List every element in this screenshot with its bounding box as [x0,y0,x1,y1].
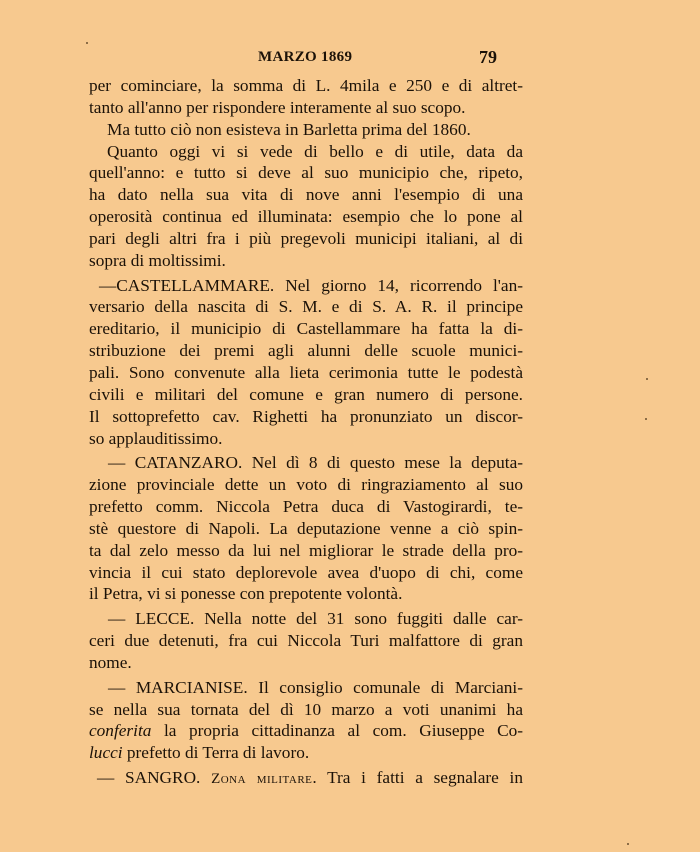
body-text [89,75,523,789]
text-line: ha dato nella sua vita di nove anni l'esempio di una [89,185,523,205]
text-line: — CATANZARO. Nel dì 8 di questo mese la deputa- [108,453,523,473]
text-line: prefetto comm. Niccola Petra duca di Vastogirardi, te- [89,497,523,517]
text-line: Ma tutto ciò non esisteva in Barletta prima del 1860. [107,119,471,139]
page-header [0,47,700,69]
text-line: stribuzione dei premi agli alunni delle scuole munici- [89,341,523,361]
running-head-date: MARZO 1869 [258,49,353,65]
text-line: pali. Sono convenute alla lieta cerimonia tutte le podestà [89,362,523,382]
text-line: stè questore di Napoli. La deputazione venne a ciò spin- [89,518,523,538]
text-line: operosità continua ed illuminata: esempio che lo pone al [89,207,523,227]
text-line: quell'anno: e tutto si deve al suo municipio che, ripeto, [89,163,523,183]
text-segment: prefetto di Terra di lavoro. [122,743,310,763]
italic-word: conferita [89,721,152,741]
text-line: —CASTELLAMMARE. Nel giorno 14, ricorrendo l'an- [99,275,523,295]
text-line: se nella sua tornata del dì 10 marzo a voti unanimi ha [89,699,523,719]
text-line: Quanto oggi vi si vede di bello e di utile, data da [107,141,523,161]
text-segment: — SANGRO. [97,768,212,788]
italic-word: lucci [89,743,123,763]
page-number: 79 [479,47,497,67]
text-segment: la propria cittadinanza al com. Giuseppe Co- [151,721,523,741]
text-line: vincia il cui stato deplorevole avea d'uopo di chi, come [89,562,523,582]
text-line: nome. [89,652,132,672]
text-line: pari degli altri fra i più pregevoli municipi italiani, al di [89,228,523,248]
paper-speck [646,378,648,380]
text-line: versario della nascita di S. M. e di S. A. R. il principe [89,297,523,317]
text-line: per cominciare, la somma di L. 4mila e 250 e di altret- [89,76,523,95]
text-line: ceri due detenuti, fra cui Niccola Turi malfattore di gran [89,631,523,651]
text-line: tanto all'anno per rispondere interamente al suo scopo. [89,97,466,117]
text-segment: . Tra i fatti a segnalare in [312,768,523,788]
text-line: ta dal zelo messo da lui nel migliorar le strade della pro- [89,540,523,560]
text-line-lucci [89,742,523,764]
text-line: — MARCIANISE. Il consiglio comunale di Marciani- [108,677,523,697]
text-line: ereditario, il municipio di Castellammare ha fatta la di- [89,319,523,339]
paper-speck [627,843,629,845]
text-line: civili e militari del comune e gran numero di persone. [89,384,523,404]
text-line: so applauditissimo. [89,428,223,448]
text-line: — LECCE. Nella notte del 31 sono fuggiti dalle car- [108,609,523,629]
text-line-sangro [89,767,523,789]
text-line: sopra di moltissimi. [89,250,226,270]
paper-speck [86,42,88,44]
text-line: zione provinciale dette un voto di ringraziamento al suo [89,475,523,495]
text-line-conferita [89,720,523,742]
text-line: Il sottoprefetto cav. Righetti ha pronunziato un discor- [89,406,523,426]
small-caps-phrase: Zona militare [211,771,313,788]
paper-speck [645,418,647,420]
text-line: il Petra, vi si ponesse con prepotente volontà. [89,584,403,604]
